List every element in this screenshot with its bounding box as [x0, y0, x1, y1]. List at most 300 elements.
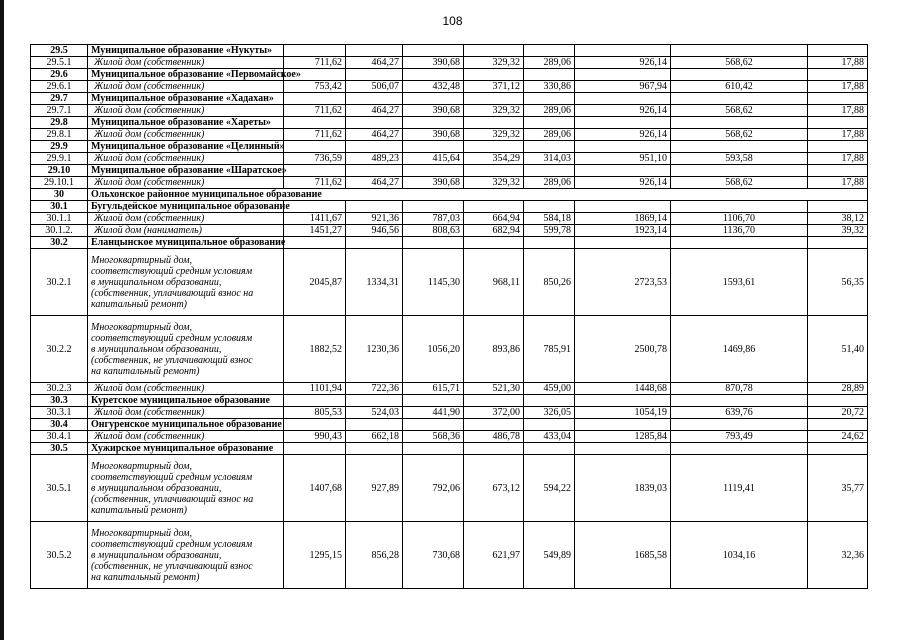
page-number: 108	[442, 14, 463, 28]
row-label: Жилой дом (собственник)	[88, 105, 284, 117]
value-cell: 787,03	[403, 213, 464, 225]
value-cell: 682,94	[464, 225, 524, 237]
value-cell: 568,62	[671, 129, 808, 141]
row-code: 30.2	[31, 237, 88, 249]
value-cell: 722,36	[346, 383, 403, 395]
row-label-line: Многоквартирный дом,	[91, 460, 193, 472]
value-cell: 893,86	[464, 316, 524, 383]
table-body	[31, 45, 868, 589]
value-cell: 1034,16	[671, 522, 808, 589]
value-cell: 17,88	[808, 57, 868, 69]
left-edge-bar	[0, 0, 4, 640]
value-cell: 464,27	[346, 177, 403, 189]
value-cell: 20,72	[808, 407, 868, 419]
empty-cell	[575, 69, 671, 81]
value-cell: 850,26	[524, 249, 575, 316]
row-label-line: (собственник, уплачивающий взнос на	[91, 493, 254, 505]
empty-cell	[403, 117, 464, 129]
section-title: Хужирское муниципальное образование	[88, 443, 284, 455]
row-code: 29.9	[31, 141, 88, 153]
value-cell: 808,63	[403, 225, 464, 237]
value-cell: 1448,68	[575, 383, 671, 395]
value-cell: 433,04	[524, 431, 575, 443]
value-cell: 549,89	[524, 522, 575, 589]
value-cell: 1839,03	[575, 455, 671, 522]
empty-cell	[808, 45, 868, 57]
empty-cell	[575, 419, 671, 431]
value-cell: 32,36	[808, 522, 868, 589]
empty-cell	[346, 419, 403, 431]
row-code: 29.7	[31, 93, 88, 105]
value-cell: 1119,41	[671, 455, 808, 522]
empty-cell	[403, 395, 464, 407]
value-cell: 464,27	[346, 105, 403, 117]
row-code: 30.4	[31, 419, 88, 431]
value-cell: 990,43	[284, 431, 346, 443]
row-code: 30.5.2	[31, 522, 88, 589]
table-row	[31, 201, 868, 213]
row-label-line: на капитальный ремонт)	[91, 365, 200, 377]
table-row	[31, 249, 868, 316]
empty-cell	[284, 141, 346, 153]
value-cell: 51,40	[808, 316, 868, 383]
table-row	[31, 177, 868, 189]
section-title: Муниципальное образование «Первомайское»	[88, 69, 284, 81]
value-cell: 24,62	[808, 431, 868, 443]
empty-cell	[464, 69, 524, 81]
value-cell: 17,88	[808, 129, 868, 141]
value-cell: 927,89	[346, 455, 403, 522]
empty-cell	[671, 419, 808, 431]
empty-cell	[524, 117, 575, 129]
row-code: 30.5.1	[31, 455, 88, 522]
empty-cell	[464, 141, 524, 153]
value-cell: 711,62	[284, 129, 346, 141]
table-row	[31, 431, 868, 443]
empty-cell	[671, 117, 808, 129]
empty-cell	[346, 93, 403, 105]
empty-cell	[403, 45, 464, 57]
row-code: 29.5.1	[31, 57, 88, 69]
table-row	[31, 419, 868, 431]
value-cell: 856,28	[346, 522, 403, 589]
row-label-line: соответствующий средним условиям	[91, 538, 253, 550]
row-code: 30.1.2.	[31, 225, 88, 237]
empty-cell	[524, 201, 575, 213]
section-title: Муниципальное образование «Нукуты»	[88, 45, 284, 57]
table-row	[31, 57, 868, 69]
value-cell: 354,29	[464, 153, 524, 165]
value-cell: 329,32	[464, 177, 524, 189]
value-cell: 926,14	[575, 129, 671, 141]
value-cell: 610,42	[671, 81, 808, 93]
row-label-line: в муниципальном образовании,	[91, 276, 222, 288]
row-code: 29.6.1	[31, 81, 88, 93]
row-label: Жилой дом (наниматель)	[88, 225, 284, 237]
value-cell: 711,62	[284, 105, 346, 117]
empty-cell	[464, 201, 524, 213]
row-label-line: (собственник, уплачивающий взнос на	[91, 287, 254, 299]
empty-cell	[403, 443, 464, 455]
value-cell: 730,68	[403, 522, 464, 589]
value-cell: 289,06	[524, 105, 575, 117]
value-cell: 486,78	[464, 431, 524, 443]
row-label-line: в муниципальном образовании,	[91, 482, 222, 494]
value-cell: 584,18	[524, 213, 575, 225]
empty-cell	[575, 237, 671, 249]
value-cell: 711,62	[284, 177, 346, 189]
row-label: Жилой дом (собственник)	[88, 153, 284, 165]
row-label: Жилой дом (собственник)	[88, 407, 284, 419]
section-title: Бугульдейское муниципальное образование	[88, 201, 284, 213]
table-row	[31, 45, 868, 57]
empty-cell	[808, 141, 868, 153]
table-row	[31, 225, 868, 237]
table-row	[31, 105, 868, 117]
table-row	[31, 129, 868, 141]
value-cell: 390,68	[403, 105, 464, 117]
row-label-line: (собственник, не уплачивающий взнос	[91, 560, 253, 572]
value-cell: 489,23	[346, 153, 403, 165]
row-code: 29.8	[31, 117, 88, 129]
row-code: 29.5	[31, 45, 88, 57]
value-cell: 792,06	[403, 455, 464, 522]
empty-cell	[524, 443, 575, 455]
value-cell: 1411,67	[284, 213, 346, 225]
row-code: 30.3	[31, 395, 88, 407]
value-cell: 639,76	[671, 407, 808, 419]
empty-cell	[671, 443, 808, 455]
row-label-line: (собственник, не уплачивающий взнос	[91, 354, 253, 366]
value-cell: 371,12	[464, 81, 524, 93]
empty-cell	[575, 395, 671, 407]
empty-cell	[284, 443, 346, 455]
empty-cell	[524, 165, 575, 177]
row-label-line: капитальный ремонт)	[91, 504, 188, 516]
empty-cell	[808, 165, 868, 177]
empty-cell	[524, 45, 575, 57]
empty-cell	[524, 419, 575, 431]
empty-cell	[403, 165, 464, 177]
value-cell: 1056,20	[403, 316, 464, 383]
value-cell: 464,27	[346, 57, 403, 69]
value-cell: 17,88	[808, 105, 868, 117]
value-cell: 662,18	[346, 431, 403, 443]
empty-cell	[403, 69, 464, 81]
value-cell: 1451,27	[284, 225, 346, 237]
empty-cell	[575, 201, 671, 213]
row-code: 29.6	[31, 69, 88, 81]
value-cell: 1923,14	[575, 225, 671, 237]
value-cell: 56,35	[808, 249, 868, 316]
value-cell: 926,14	[575, 177, 671, 189]
value-cell: 289,06	[524, 177, 575, 189]
row-label-line: капитальный ремонт)	[91, 298, 188, 310]
empty-cell	[671, 237, 808, 249]
empty-cell	[346, 201, 403, 213]
row-code: 30.2.2	[31, 316, 88, 383]
empty-cell	[346, 45, 403, 57]
section-title: Муниципальное образование «Целинный»	[88, 141, 284, 153]
table-row	[31, 189, 868, 201]
value-cell: 1334,31	[346, 249, 403, 316]
value-cell: 1685,58	[575, 522, 671, 589]
value-cell: 415,64	[403, 153, 464, 165]
value-cell: 329,32	[464, 105, 524, 117]
row-code: 29.7.1	[31, 105, 88, 117]
value-cell: 329,32	[464, 57, 524, 69]
value-cell: 568,36	[403, 431, 464, 443]
section-title: Муниципальное образование «Шаратское»	[88, 165, 284, 177]
row-code: 29.10	[31, 165, 88, 177]
value-cell: 1145,30	[403, 249, 464, 316]
empty-cell	[284, 117, 346, 129]
empty-cell	[808, 93, 868, 105]
empty-cell	[284, 201, 346, 213]
empty-cell	[671, 45, 808, 57]
row-code: 30.3.1	[31, 407, 88, 419]
row-code: 30.1	[31, 201, 88, 213]
value-cell: 805,53	[284, 407, 346, 419]
value-cell: 615,71	[403, 383, 464, 395]
table-row	[31, 81, 868, 93]
value-cell: 289,06	[524, 57, 575, 69]
empty-cell	[524, 141, 575, 153]
value-cell: 17,88	[808, 153, 868, 165]
value-cell: 521,30	[464, 383, 524, 395]
empty-cell	[464, 117, 524, 129]
table-row	[31, 316, 868, 383]
table-row	[31, 383, 868, 395]
value-cell: 35,77	[808, 455, 868, 522]
value-cell: 621,97	[464, 522, 524, 589]
empty-cell	[575, 45, 671, 57]
empty-cell	[284, 395, 346, 407]
row-code: 30.1.1	[31, 213, 88, 225]
empty-cell	[284, 165, 346, 177]
row-code: 29.9.1	[31, 153, 88, 165]
value-cell: 1407,68	[284, 455, 346, 522]
value-cell: 432,48	[403, 81, 464, 93]
empty-cell	[346, 117, 403, 129]
value-cell: 441,90	[403, 407, 464, 419]
empty-cell	[671, 395, 808, 407]
row-code: 30.4.1	[31, 431, 88, 443]
value-cell: 594,22	[524, 455, 575, 522]
row-label	[88, 249, 284, 316]
row-label	[88, 522, 284, 589]
value-cell: 926,14	[575, 57, 671, 69]
empty-cell	[284, 419, 346, 431]
value-cell: 951,10	[575, 153, 671, 165]
empty-cell	[808, 395, 868, 407]
empty-cell	[575, 93, 671, 105]
empty-cell	[524, 69, 575, 81]
table-row	[31, 455, 868, 522]
empty-cell	[464, 237, 524, 249]
table-row	[31, 153, 868, 165]
value-cell: 2723,53	[575, 249, 671, 316]
table-row	[31, 237, 868, 249]
value-cell: 329,32	[464, 129, 524, 141]
empty-cell	[284, 237, 346, 249]
value-cell: 38,12	[808, 213, 868, 225]
value-cell: 673,12	[464, 455, 524, 522]
empty-cell	[808, 201, 868, 213]
empty-cell	[464, 395, 524, 407]
value-cell: 968,11	[464, 249, 524, 316]
value-cell: 464,27	[346, 129, 403, 141]
row-label: Жилой дом (собственник)	[88, 129, 284, 141]
empty-cell	[403, 237, 464, 249]
value-cell: 568,62	[671, 57, 808, 69]
row-label: Жилой дом (собственник)	[88, 213, 284, 225]
value-cell: 330,86	[524, 81, 575, 93]
value-cell: 870,78	[671, 383, 808, 395]
value-cell: 664,94	[464, 213, 524, 225]
value-cell: 599,78	[524, 225, 575, 237]
row-label: Жилой дом (собственник)	[88, 57, 284, 69]
value-cell: 314,03	[524, 153, 575, 165]
value-cell: 39,32	[808, 225, 868, 237]
empty-cell	[464, 419, 524, 431]
empty-cell	[524, 93, 575, 105]
value-cell: 1230,36	[346, 316, 403, 383]
row-label	[88, 455, 284, 522]
value-cell: 946,56	[346, 225, 403, 237]
empty-cell	[346, 165, 403, 177]
value-cell: 1882,52	[284, 316, 346, 383]
empty-cell	[575, 141, 671, 153]
empty-cell	[524, 237, 575, 249]
row-label: Жилой дом (собственник)	[88, 81, 284, 93]
empty-cell	[808, 443, 868, 455]
value-cell: 2045,87	[284, 249, 346, 316]
value-cell: 289,06	[524, 129, 575, 141]
empty-cell	[403, 93, 464, 105]
section-title: Ольхонское районное муниципальное образование	[88, 189, 868, 201]
row-code: 30.2.3	[31, 383, 88, 395]
empty-cell	[346, 69, 403, 81]
empty-cell	[575, 117, 671, 129]
empty-cell	[464, 45, 524, 57]
empty-cell	[346, 395, 403, 407]
section-title: Куретское муниципальное образование	[88, 395, 284, 407]
table-row	[31, 93, 868, 105]
row-label-line: в муниципальном образовании,	[91, 549, 222, 561]
table-row	[31, 443, 868, 455]
table-row	[31, 395, 868, 407]
empty-cell	[284, 45, 346, 57]
empty-cell	[464, 443, 524, 455]
row-label-line: Многоквартирный дом,	[91, 527, 193, 539]
table-row	[31, 69, 868, 81]
row-code: 30.5	[31, 443, 88, 455]
empty-cell	[464, 165, 524, 177]
row-label-line: в муниципальном образовании,	[91, 343, 222, 355]
value-cell: 1295,15	[284, 522, 346, 589]
value-cell: 390,68	[403, 57, 464, 69]
row-label	[88, 316, 284, 383]
value-cell: 1285,84	[575, 431, 671, 443]
empty-cell	[575, 443, 671, 455]
value-cell: 459,00	[524, 383, 575, 395]
empty-cell	[403, 201, 464, 213]
value-cell: 506,07	[346, 81, 403, 93]
section-title: Еланцынское муниципальное образование	[88, 237, 284, 249]
empty-cell	[808, 237, 868, 249]
value-cell: 2500,78	[575, 316, 671, 383]
row-code: 30.2.1	[31, 249, 88, 316]
empty-cell	[284, 93, 346, 105]
value-cell: 1101,94	[284, 383, 346, 395]
row-label-line: соответствующий средним условиям	[91, 332, 253, 344]
row-label-line: соответствующий средним условиям	[91, 265, 253, 277]
row-code: 30	[31, 189, 88, 201]
tariff-table	[30, 44, 868, 589]
empty-cell	[575, 165, 671, 177]
row-label: Жилой дом (собственник)	[88, 383, 284, 395]
value-cell: 736,59	[284, 153, 346, 165]
empty-cell	[671, 141, 808, 153]
value-cell: 568,62	[671, 177, 808, 189]
table-row	[31, 213, 868, 225]
empty-cell	[808, 69, 868, 81]
empty-cell	[808, 117, 868, 129]
value-cell: 793,49	[671, 431, 808, 443]
value-cell: 753,42	[284, 81, 346, 93]
value-cell: 372,00	[464, 407, 524, 419]
table-row	[31, 117, 868, 129]
empty-cell	[671, 93, 808, 105]
empty-cell	[671, 201, 808, 213]
empty-cell	[346, 443, 403, 455]
empty-cell	[403, 419, 464, 431]
row-label-line: на капитальный ремонт)	[91, 571, 200, 583]
row-label-line: соответствующий средним условиям	[91, 471, 253, 483]
table-row	[31, 141, 868, 153]
value-cell: 711,62	[284, 57, 346, 69]
value-cell: 785,91	[524, 316, 575, 383]
value-cell: 1593,61	[671, 249, 808, 316]
value-cell: 390,68	[403, 129, 464, 141]
empty-cell	[346, 237, 403, 249]
row-label-line: Многоквартирный дом,	[91, 254, 193, 266]
value-cell: 1054,19	[575, 407, 671, 419]
value-cell: 926,14	[575, 105, 671, 117]
section-title: Муниципальное образование «Хареты»	[88, 117, 284, 129]
value-cell: 921,36	[346, 213, 403, 225]
value-cell: 524,03	[346, 407, 403, 419]
empty-cell	[403, 141, 464, 153]
value-cell: 568,62	[671, 105, 808, 117]
empty-cell	[671, 165, 808, 177]
value-cell: 1106,70	[671, 213, 808, 225]
value-cell: 28,89	[808, 383, 868, 395]
empty-cell	[464, 93, 524, 105]
value-cell: 17,88	[808, 177, 868, 189]
row-label-line: Многоквартирный дом,	[91, 321, 193, 333]
row-code: 29.8.1	[31, 129, 88, 141]
row-label: Жилой дом (собственник)	[88, 177, 284, 189]
value-cell: 390,68	[403, 177, 464, 189]
row-label: Жилой дом (собственник)	[88, 431, 284, 443]
row-code: 29.10.1	[31, 177, 88, 189]
table-row	[31, 165, 868, 177]
value-cell: 326,05	[524, 407, 575, 419]
table-row	[31, 522, 868, 589]
empty-cell	[524, 395, 575, 407]
